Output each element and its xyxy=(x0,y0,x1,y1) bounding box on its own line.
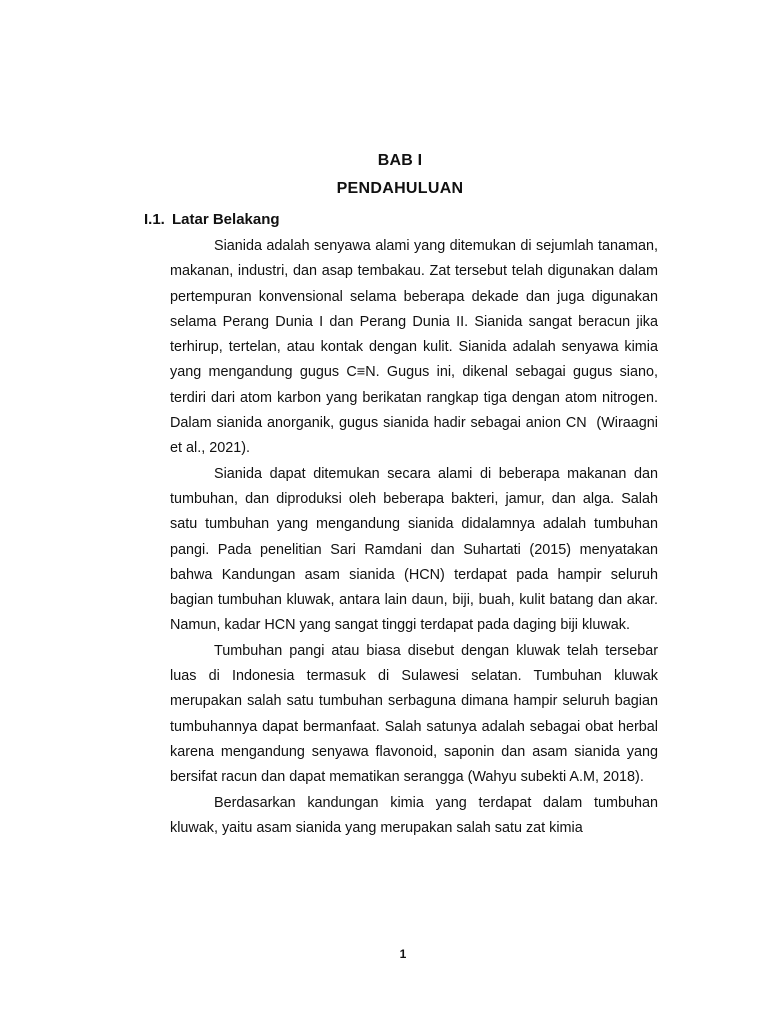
chapter-label: BAB I xyxy=(377,152,423,169)
chapter-title: PENDAHULUAN xyxy=(336,180,464,197)
body-text xyxy=(170,234,658,841)
paragraph: Tumbuhan pangi atau biasa disebut dengan kluwak telah tersebar luas di Indonesia termasuk di Sulawesi selatan. Tumbuhan kluwak merupakan salah satu tumbuhan serbaguna dimana hampir seluruh bagian tumbuhannya dapat bermanfaat. Salah satunya adalah sebagai obat herbal karena mengandung senyawa flavonoid, saponin dan asam sianida yang bersifat racun dan dapat mematikan serangga (Wahyu subekti A.M, 2018). xyxy=(170,642,658,786)
section-title: Latar Belakang xyxy=(172,211,280,228)
paragraph: Sianida dapat ditemukan secara alami di beberapa makanan dan tumbuhan, dan diproduksi oleh beberapa bakteri, jamur, dan alga. Salah satu tumbuhan yang mengandung sianida didalamnya adalah tumbuhan pangi. Pada penelitian Sari Ramdani dan Suhartati (2015) menyatakan bahwa Kandungan asam sianida (HCN) terdapat pada hampir seluruh bagian tumbuhan kluwak, antara lain daun, biji, buah, kulit batang dan akar. Namun, kadar HCN yang sangat tinggi terdapat pada daging biji kluwak. xyxy=(170,465,658,634)
page-number: 1 xyxy=(399,947,407,961)
paragraph: Sianida adalah senyawa alami yang ditemukan di sejumlah tanaman, makanan, industri, dan asap tembakau. Zat tersebut telah digunakan dalam pertempuran konvensional selama beberapa dekade dan juga digunakan selama Perang Dunia I dan Perang Dunia II. Sianida sangat beracun jika terhirup, tertelan, atau kontak dengan kulit. Sianida adalah senyawa kimia yang mengandung gugus C≡N. Gugus ini, dikenal sebagai gugus siano, terdiri dari atom karbon yang berikatan rangkap tiga dengan atom nitrogen. Dalam sianida anorganik, gugus sianida hadir sebagai anion CN (Wiraagni et al., 2021). xyxy=(170,238,658,457)
paragraph: Berdasarkan kandungan kimia yang terdapat dalam tumbuhan kluwak, yaitu asam sianida yang merupakan salah satu zat kimia xyxy=(170,794,658,836)
section-heading xyxy=(144,211,280,228)
section-number: I.1. xyxy=(144,211,165,228)
